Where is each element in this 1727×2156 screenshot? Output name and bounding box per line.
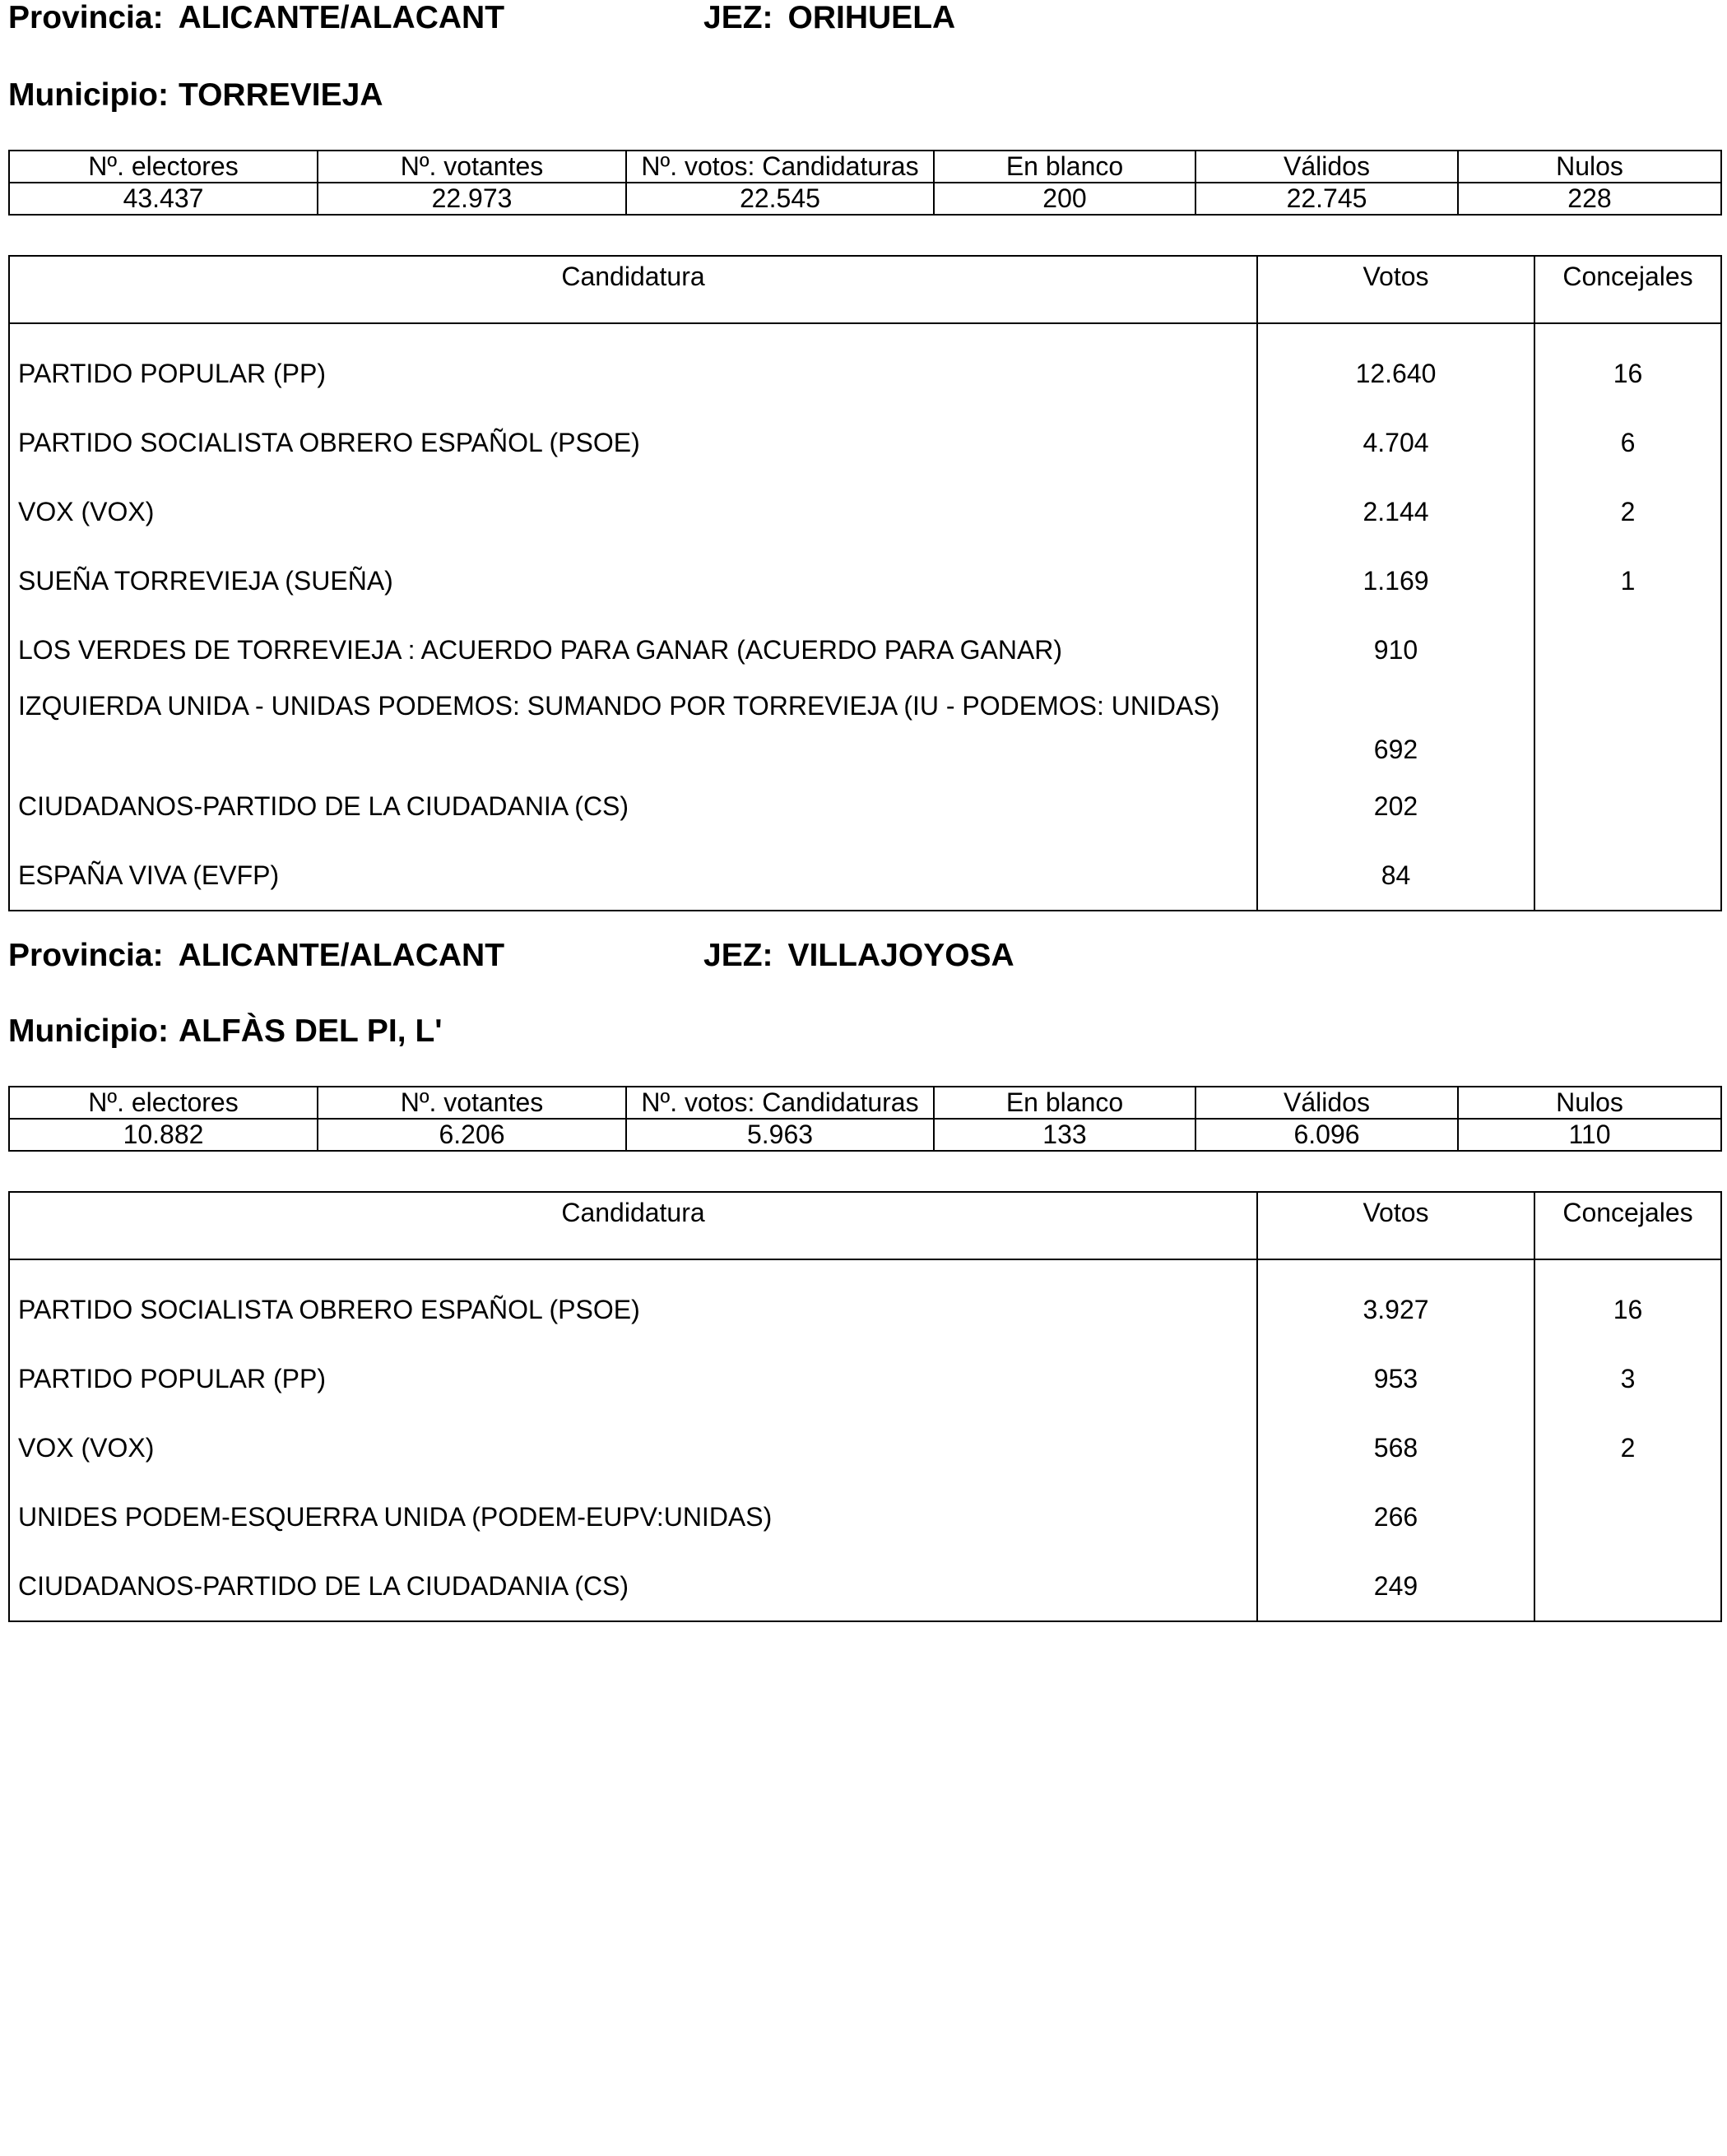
provincia-value: ALICANTE/ALACANT (178, 938, 505, 973)
votos: 953 (1257, 1344, 1534, 1413)
table-row (9, 684, 1721, 772)
concejales (1534, 684, 1721, 772)
municipio-label: Municipio: (8, 1013, 169, 1049)
concejales (1534, 772, 1721, 841)
concejales: 16 (1534, 339, 1721, 408)
concejales: 2 (1534, 1413, 1721, 1482)
summary-value: 5.963 (626, 1119, 934, 1151)
concejales (1534, 615, 1721, 684)
municipio-value: TORREVIEJA (178, 77, 383, 113)
summary-header: Nº. votantes (318, 151, 626, 183)
summary-header: Válidos (1195, 151, 1458, 183)
table-row (9, 477, 1721, 546)
summary-header: En blanco (934, 1087, 1195, 1119)
candidatura: PARTIDO POPULAR (PP) (9, 339, 1257, 408)
table-row (9, 615, 1721, 684)
summary-value: 43.437 (9, 183, 318, 215)
summary-value: 10.882 (9, 1119, 318, 1151)
votos: 2.144 (1257, 477, 1534, 546)
candidatura: CIUDADANOS-PARTIDO DE LA CIUDADANIA (CS) (9, 772, 1257, 841)
concejales: 1 (1534, 546, 1721, 615)
col-header-votos: Votos (1257, 1192, 1534, 1259)
candidatura: VOX (VOX) (9, 477, 1257, 546)
candidatura: SUEÑA TORREVIEJA (SUEÑA) (9, 546, 1257, 615)
results-header-row (9, 256, 1721, 323)
table-row (9, 339, 1721, 408)
concejales (1534, 841, 1721, 911)
votos: 3.927 (1257, 1275, 1534, 1344)
votos: 910 (1257, 615, 1534, 684)
concejales: 6 (1534, 408, 1721, 477)
votos: 568 (1257, 1413, 1534, 1482)
provincia-line (8, 938, 1720, 974)
candidatura: PARTIDO POPULAR (PP) (9, 1344, 1257, 1413)
concejales: 3 (1534, 1344, 1721, 1413)
candidatura: UNIDES PODEM-ESQUERRA UNIDA (PODEM-EUPV:UNIDAS) (9, 1482, 1257, 1551)
municipio-label: Municipio: (8, 77, 169, 113)
provincia-label: Provincia: (8, 938, 164, 973)
summary-value: 6.096 (1195, 1119, 1458, 1151)
table-row (9, 1551, 1721, 1621)
summary-header: Nº. electores (9, 1087, 318, 1119)
table-row (9, 772, 1721, 841)
summary-table (8, 1086, 1722, 1152)
summary-value-row (9, 1119, 1721, 1151)
votos: 202 (1257, 772, 1534, 841)
table-row (9, 1482, 1721, 1551)
table-row (9, 408, 1721, 477)
summary-value: 22.545 (626, 183, 934, 215)
summary-header-row (9, 1087, 1721, 1119)
section-torrevieja (8, 0, 1720, 911)
candidatura: CIUDADANOS-PARTIDO DE LA CIUDADANIA (CS) (9, 1551, 1257, 1621)
concejales (1534, 1482, 1721, 1551)
col-header-votos: Votos (1257, 256, 1534, 323)
table-row (9, 1275, 1721, 1344)
concejales (1534, 1551, 1721, 1621)
concejales: 16 (1534, 1275, 1721, 1344)
col-header-candidatura: Candidatura (9, 256, 1257, 323)
votos: 1.169 (1257, 546, 1534, 615)
provincia-line (8, 0, 1720, 36)
votos: 12.640 (1257, 339, 1534, 408)
table-row (9, 546, 1721, 615)
section-alfas-del-pi (8, 938, 1720, 1622)
summary-table (8, 150, 1722, 216)
col-header-concejales: Concejales (1534, 1192, 1721, 1259)
summary-value: 22.745 (1195, 183, 1458, 215)
summary-value: 133 (934, 1119, 1195, 1151)
summary-value: 200 (934, 183, 1195, 215)
candidatura: IZQUIERDA UNIDA - UNIDAS PODEMOS: SUMANDO POR TORREVIEJA (IU - PODEMOS: UNIDAS) (9, 684, 1257, 772)
summary-value: 110 (1458, 1119, 1721, 1151)
col-header-concejales: Concejales (1534, 256, 1721, 323)
results-table (8, 1191, 1722, 1622)
col-header-candidatura: Candidatura (9, 1192, 1257, 1259)
summary-header: Válidos (1195, 1087, 1458, 1119)
candidatura: LOS VERDES DE TORREVIEJA : ACUERDO PARA GANAR (ACUERDO PARA GANAR) (9, 615, 1257, 684)
table-row (9, 841, 1721, 911)
votos: 266 (1257, 1482, 1534, 1551)
votos: 84 (1257, 841, 1534, 911)
votos: 692 (1257, 684, 1534, 772)
summary-value: 228 (1458, 183, 1721, 215)
results-header-row (9, 1192, 1721, 1259)
summary-header: Nº. votantes (318, 1087, 626, 1119)
summary-value: 22.973 (318, 183, 626, 215)
summary-value: 6.206 (318, 1119, 626, 1151)
summary-header: Nº. votos: Candidaturas (626, 1087, 934, 1119)
summary-header: Nº. votos: Candidaturas (626, 151, 934, 183)
summary-header: Nº. electores (9, 151, 318, 183)
summary-value-row (9, 183, 1721, 215)
jez-value: VILLAJOYOSA (787, 938, 1014, 973)
candidatura: VOX (VOX) (9, 1413, 1257, 1482)
provincia-label: Provincia: (8, 0, 164, 35)
municipio-line (8, 77, 1720, 115)
municipio-value: ALFÀS DEL PI, L' (178, 1013, 443, 1049)
candidatura: PARTIDO SOCIALISTA OBRERO ESPAÑOL (PSOE) (9, 408, 1257, 477)
summary-header-row (9, 151, 1721, 183)
votos: 249 (1257, 1551, 1534, 1621)
jez-label: JEZ: (703, 938, 773, 973)
concejales: 2 (1534, 477, 1721, 546)
provincia-value: ALICANTE/ALACANT (178, 0, 505, 35)
votos: 4.704 (1257, 408, 1534, 477)
jez-value: ORIHUELA (787, 0, 956, 35)
summary-header: Nulos (1458, 1087, 1721, 1119)
summary-header: Nulos (1458, 151, 1721, 183)
summary-header: En blanco (934, 151, 1195, 183)
table-row (9, 1413, 1721, 1482)
candidatura: ESPAÑA VIVA (EVFP) (9, 841, 1257, 911)
jez-label: JEZ: (703, 0, 773, 35)
results-table (8, 255, 1722, 911)
municipio-line (8, 1013, 1720, 1051)
candidatura: PARTIDO SOCIALISTA OBRERO ESPAÑOL (PSOE) (9, 1275, 1257, 1344)
table-row (9, 1344, 1721, 1413)
